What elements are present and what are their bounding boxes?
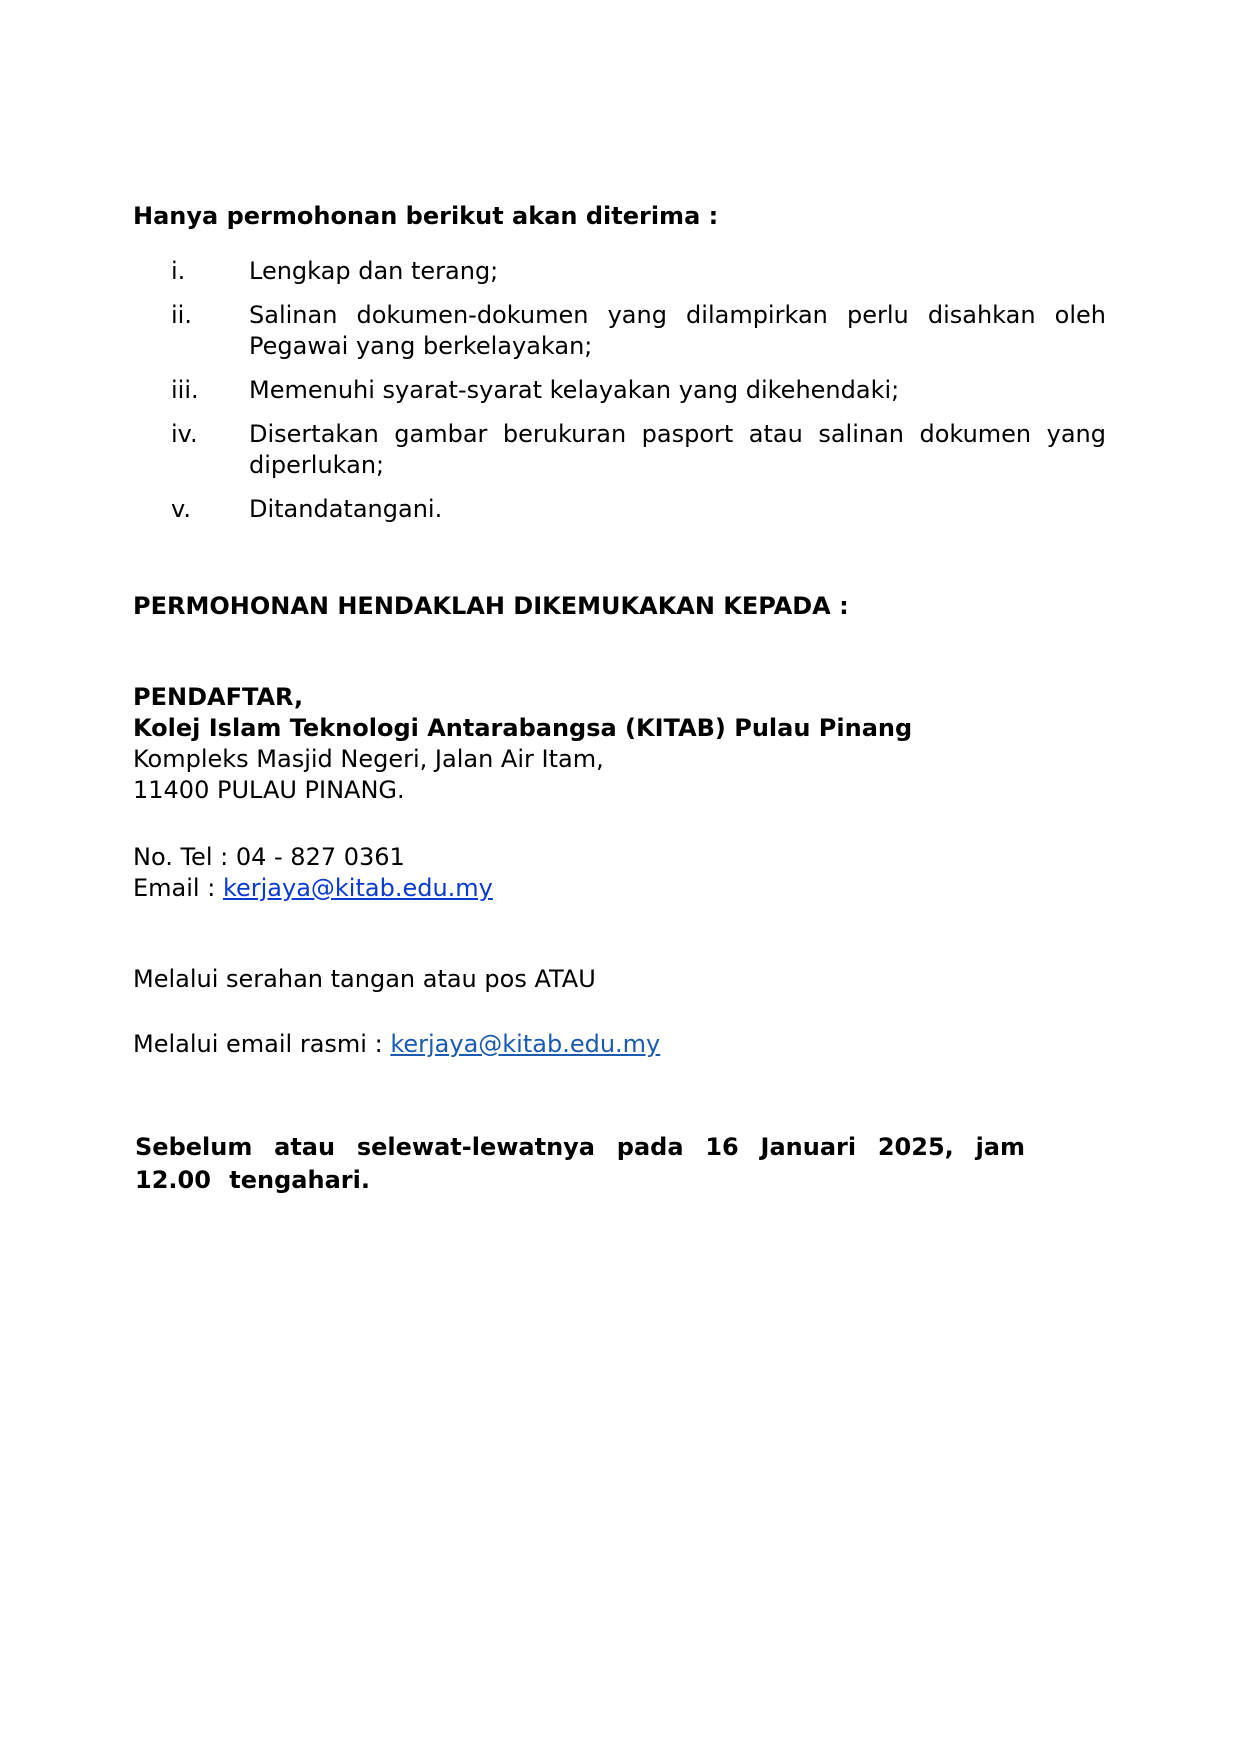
phone-number: 04 - 827 0361 (235, 843, 405, 871)
deadline-notice: Sebelum atau selewat-lewatnya pada 16 Januari 2025, jam 12.00 tengahari. (135, 1133, 1025, 1194)
contact-block (133, 842, 493, 904)
list-item-text: Memenuhi syarat-syarat kelayakan yang dikehendaki; (249, 376, 900, 404)
recipient-title: PENDAFTAR, (133, 683, 304, 711)
address-line-1: Kompleks Masjid Negeri, Jalan Air Itam, (133, 745, 604, 773)
requirements-heading: Hanya permohonan berikut akan diterima : (133, 202, 719, 230)
list-item-number: ii. (171, 301, 192, 329)
list-item-text: Lengkap dan terang; (249, 257, 499, 285)
email-link[interactable]: kerjaya@kitab.edu.my (222, 874, 493, 902)
list-item-text: Salinan dokumen-dokumen yang dilampirkan perlu disahkan oleh Pegawai yang berkelayakan; (249, 301, 1106, 360)
list-item (171, 494, 1106, 525)
list-item (171, 375, 1106, 406)
list-item-number: v. (171, 495, 191, 523)
email-line (133, 873, 493, 904)
institution-name: Kolej Islam Teknologi Antarabangsa (KITAB) Pulau Pinang (133, 714, 913, 742)
list-item-text: Ditandatangani. (249, 495, 443, 523)
phone-line (133, 842, 493, 873)
list-item (171, 256, 1106, 287)
submission-method-hand: Melalui serahan tangan atau pos ATAU (133, 965, 596, 993)
requirements-list (171, 256, 1106, 538)
list-item (171, 300, 1106, 362)
official-email-link[interactable]: kerjaya@kitab.edu.my (390, 1030, 661, 1058)
list-item (171, 419, 1106, 481)
email-label: Email : (133, 874, 223, 902)
address-line-2: 11400 PULAU PINANG. (133, 776, 405, 804)
list-item-number: i. (171, 257, 186, 285)
list-item-text: Disertakan gambar berukuran pasport atau salinan dokumen yang diperlukan; (249, 420, 1106, 479)
list-item-number: iv. (171, 420, 198, 448)
submission-method-email (133, 1029, 660, 1060)
address-block (133, 682, 912, 806)
submission-heading: PERMOHONAN HENDAKLAH DIKEMUKAKAN KEPADA : (133, 592, 849, 620)
official-email-label: Melalui email rasmi : (133, 1030, 391, 1058)
phone-label: No. Tel : (133, 843, 236, 871)
list-item-number: iii. (171, 376, 199, 404)
